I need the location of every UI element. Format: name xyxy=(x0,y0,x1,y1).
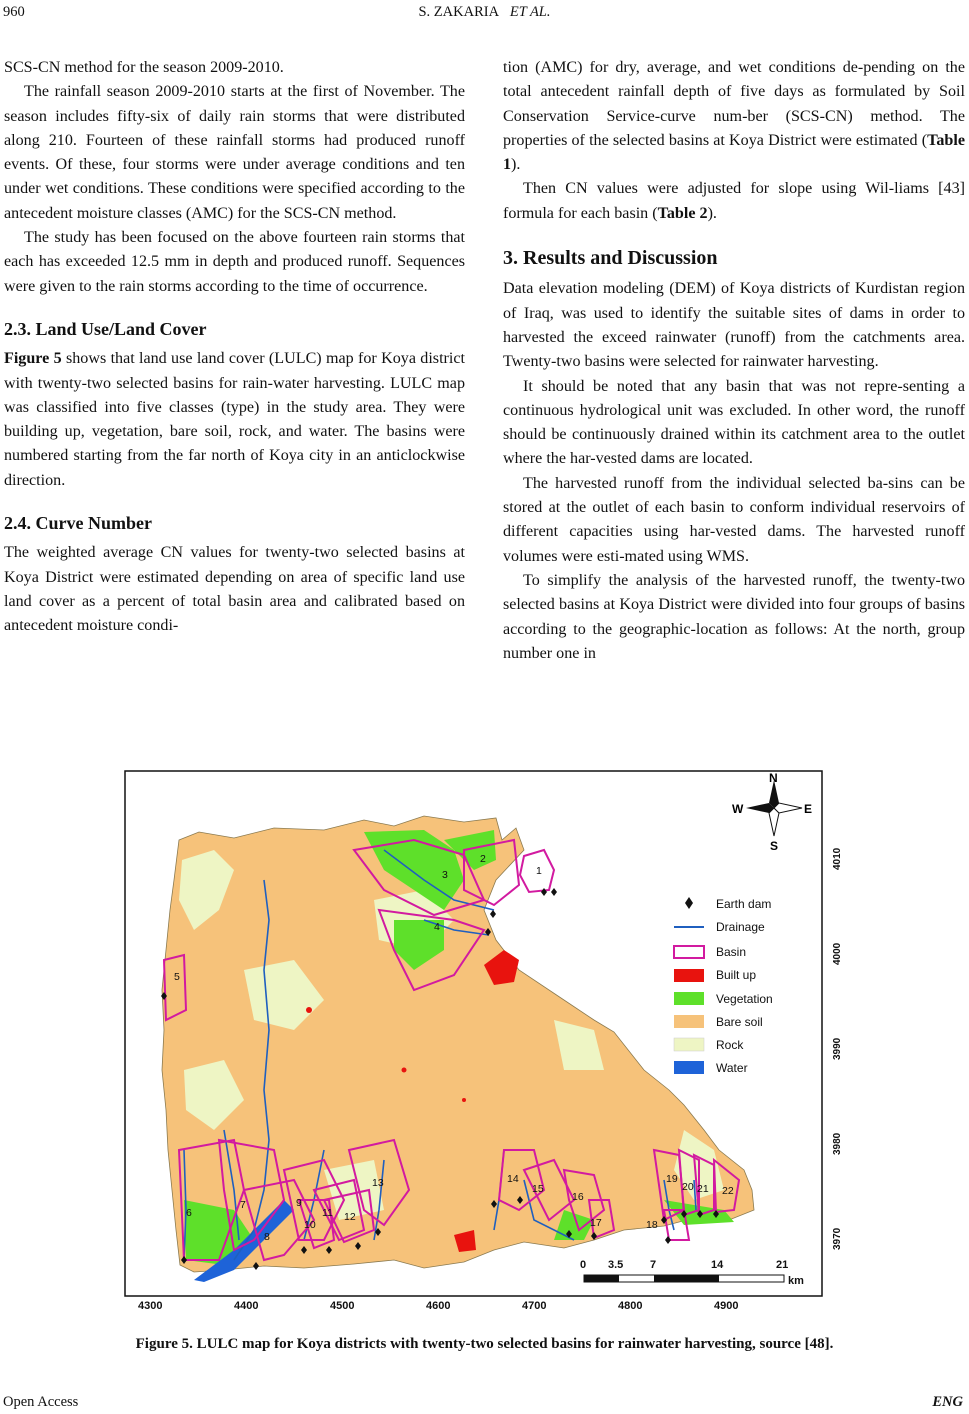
east-label: E xyxy=(804,802,813,816)
legend-rock-swatch xyxy=(674,1038,704,1051)
basin-label-5: 5 xyxy=(174,971,180,983)
basin-label-7: 7 xyxy=(240,1199,246,1211)
scale-label-7: 7 xyxy=(650,1259,657,1271)
y-tick-3980: 3980 xyxy=(832,1132,843,1155)
paragraph: The rainfall season 2009-2010 starts at the first of November. The season includes fifty-six of daily rain storms that were distributed along 210. Fourteen of these rainfall storms had produced runoff events. Of these, four storms were under average conditions and ten under wet conditions. These conditions were specified according to the antecedent moisture classes (AMC) for the SCS-CN method. xyxy=(4,83,465,222)
basin-label-6: 6 xyxy=(186,1207,192,1219)
south-label: S xyxy=(770,839,779,853)
y-tick-4000: 4000 xyxy=(832,942,843,965)
page-header xyxy=(0,4,969,24)
scale-label-3-5: 3.5 xyxy=(608,1259,624,1271)
running-title xyxy=(0,4,969,21)
lulc-map xyxy=(124,770,843,1298)
section-heading-2-4: 2.4. Curve Number xyxy=(4,513,152,534)
basin-label-22: 22 xyxy=(722,1185,734,1197)
paragraph xyxy=(4,347,465,493)
legend-water: Water xyxy=(716,1061,748,1075)
paragraph-text: ). xyxy=(511,156,521,174)
paragraph: Data elevation modeling (DEM) of Koya districts of Kurdistan region of Iraq, was used to identify the suitable sites of dams in order to harvested the exceed rainwater (runoff) from the catchments area. Twenty-two basins were selected for rainwater harvesting. xyxy=(503,280,965,371)
legend-rock: Rock xyxy=(716,1038,744,1052)
basin-label-15: 15 xyxy=(532,1183,544,1195)
x-tick-4900: 4900 xyxy=(714,1300,739,1312)
legend-earth-dam: Earth dam xyxy=(716,897,772,911)
x-tick-4400: 4400 xyxy=(234,1300,259,1312)
section-heading-2-3: 2.3. Land Use/Land Cover xyxy=(4,318,207,339)
basin-label-10: 10 xyxy=(304,1219,316,1231)
basin-label-21: 21 xyxy=(697,1183,709,1195)
legend-vegetation-swatch xyxy=(674,992,704,1005)
left-column xyxy=(4,56,465,639)
basin-label-17: 17 xyxy=(590,1217,602,1229)
x-tick-4700: 4700 xyxy=(522,1300,547,1312)
paragraph-text: ). xyxy=(707,204,717,222)
x-tick-4800: 4800 xyxy=(618,1300,643,1312)
basin-label-20: 20 xyxy=(682,1181,694,1193)
basin-label-1: 1 xyxy=(536,865,542,877)
legend-bare-soil-swatch xyxy=(674,1015,704,1028)
basin-label-11: 11 xyxy=(322,1207,333,1219)
basin-label-13: 13 xyxy=(372,1177,384,1189)
x-tick-4600: 4600 xyxy=(426,1300,451,1312)
basin-label-19: 19 xyxy=(666,1173,678,1185)
legend-basin: Basin xyxy=(716,945,747,959)
basin-label-4: 4 xyxy=(434,921,440,933)
running-author: S. ZAKARIA xyxy=(418,4,500,20)
legend-basin-swatch xyxy=(674,946,704,958)
x-tick-4300: 4300 xyxy=(138,1300,163,1312)
basin-label-16: 16 xyxy=(572,1191,584,1203)
running-author-suffix: ET AL. xyxy=(509,4,551,20)
legend-builtup-swatch xyxy=(674,969,704,982)
x-axis-ticks xyxy=(124,1300,824,1318)
footer-open-access: Open Access xyxy=(3,1394,79,1410)
basin-label-12: 12 xyxy=(344,1211,356,1223)
y-axis-ticks xyxy=(832,847,843,1250)
figure-caption: Figure 5. LULC map for Koya districts with twenty-two selected basins for rainwater harvesting, source [48]. xyxy=(135,1336,834,1352)
legend-bare-soil: Bare soil xyxy=(716,1015,763,1029)
paragraph: The weighted average CN values for twenty-two selected basins at Koya District were estimated depending on area of specific land use land cover as a percent of total basin area and calibrated based on antecedent moisture condi- xyxy=(4,544,465,635)
basin-label-9: 9 xyxy=(296,1197,302,1209)
north-label: N xyxy=(769,771,778,785)
basin-label-2: 2 xyxy=(480,853,486,865)
y-tick-3970: 3970 xyxy=(832,1227,843,1250)
footer-journal: ENG xyxy=(932,1394,963,1410)
scale-unit: km xyxy=(788,1275,804,1287)
lulc-map-figure xyxy=(124,770,843,1298)
legend-vegetation: Vegetation xyxy=(716,992,773,1006)
basin-label-18: 18 xyxy=(646,1219,658,1231)
table-reference-link[interactable]: Table 2 xyxy=(657,204,708,222)
basin-label-14: 14 xyxy=(507,1173,519,1185)
paragraph: The study has been focused on the above fourteen rain storms that each has exceeded 12.5 mm in depth and produced runoff. Sequences were given to the rain storms according to the time of occurrence. xyxy=(4,229,465,295)
paragraph: It should be noted that any basin that was not repre-senting a continuous hydrological unit was excluded. In other word, the runoff should be continuously drained within its catchment area to the outlet where the har-vested dams are located. xyxy=(503,377,965,468)
page-number: 960 xyxy=(3,4,25,20)
west-label: W xyxy=(732,802,744,816)
table-reference-link[interactable]: Table 1 xyxy=(503,131,965,174)
basin-label-8: 8 xyxy=(264,1231,270,1243)
scale-label-21: 21 xyxy=(776,1259,789,1271)
figure-reference-link[interactable]: Figure 5 xyxy=(4,350,62,368)
x-tick-4500: 4500 xyxy=(330,1300,355,1312)
section-heading-3: 3. Results and Discussion xyxy=(503,247,718,270)
scale-label-14: 14 xyxy=(711,1259,724,1271)
paragraph-text: tion (AMC) for dry, average, and wet conditions de-pending on the total antecedent rainfall depth of five days as formulated by Soil Conservation Service-curve num-ber (SCS-CN) method. The properties of the selected basins at Koya District were estimated ( xyxy=(503,59,965,149)
legend-drainage: Drainage xyxy=(716,920,765,934)
paragraph-text: Then CN values were adjusted for slope using Wil-liams [43] formula for each basin ( xyxy=(503,180,965,222)
paragraph xyxy=(503,177,965,226)
y-tick-4010: 4010 xyxy=(832,847,843,870)
y-tick-3990: 3990 xyxy=(832,1037,843,1060)
paragraph: The harvested runoff from the individual selected ba-sins can be stored at the outlet of each basin to conform individual reservoirs of different capacities using har-vested dams. The harvested runoff volumes were esti-mated using WMS. xyxy=(503,474,965,565)
legend-water-swatch xyxy=(674,1061,704,1074)
scale-label-0: 0 xyxy=(580,1259,587,1271)
paragraph-text: shows that land use land cover (LULC) map for Koya district with twenty-two selected basins for rain-water harvesting. LULC map was classified into five classes (type) in the study area. They were building up, vegetation, bare soil, rock, and water. The basins were numbered starting from the far north of Koya city in an anticlockwise direction. xyxy=(4,350,465,489)
legend-built-up: Built up xyxy=(716,968,757,982)
basin-label-3: 3 xyxy=(442,869,448,881)
paragraph: SCS-CN method for the season 2009-2010. xyxy=(4,59,284,76)
paragraph: To simplify the analysis of the harvested runoff, the twenty-two selected basins at Koya District were divided into four groups of basins according to the geographic-location as follows: At the north, group number one in xyxy=(503,571,965,662)
right-column xyxy=(503,56,965,666)
paragraph xyxy=(503,56,965,177)
